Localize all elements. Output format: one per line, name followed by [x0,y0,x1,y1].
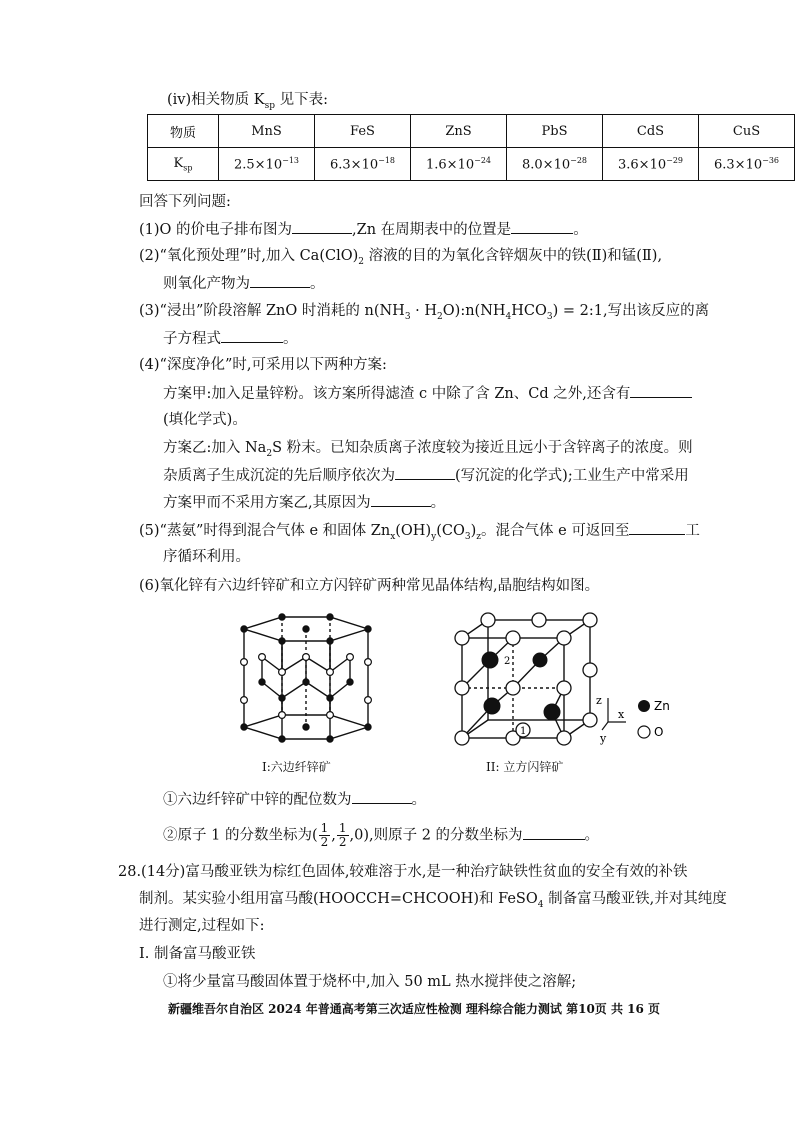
question-4-plan-a: 方案甲:加入足量锌粉。该方案所得滤渣 c 中除了含 Zn、Cd 之外,还含有 [163,383,692,404]
question-6-2: ②原子 1 的分数坐标为( $\frac{1}{2}$ , $\frac{1}{2}$ ,0),则原子 2 的分数坐标为 。 [163,821,600,849]
answer-blank [511,219,573,234]
answer-blank [629,520,685,535]
answer-blank [221,328,283,343]
answer-blank [371,492,431,507]
ksp-cell: $3.6\times 10^{-29}$ [603,148,699,181]
ksp-cell: $6.3\times 10^{-36}$ [699,148,795,181]
answer-blank [523,825,585,840]
substance-cell: ZnS [411,115,507,148]
question-5-cont: 序循环利用。 [163,549,250,565]
question-2: (2)“氧化预处理”时,加入 $Ca(ClO)_2$ 溶液的目的为氧化含锌烟灰中的铁(Ⅱ)和锰(Ⅱ), [139,248,663,267]
question-5: (5)“蒸氨”时得到混合气体 e 和固体 $Zn_x(OH)_y(CO_3)_z$。混合气体 e 可返回至 工 [139,520,700,547]
atom-2-label: 2 [504,656,511,667]
step-1: ①将少量富马酸固体置于烧杯中,加入 50 mL 热水搅拌使之溶解; [163,974,577,990]
question-4-plan-b-reason: 方案甲而不采用方案乙,其原因为 。 [163,492,445,513]
substance-cell: CuS [699,115,795,148]
atom-1-label: 1 [520,726,527,737]
answer-blank [250,273,310,288]
answer-blank [630,383,692,398]
question-3: (3)“浸出”阶段溶解 ZnO 时消耗的 $n(NH_3$ · $H_2O):n(NH_4HCO_3)$ = 2:1,写出该反应的离 [139,303,710,322]
fraction: $\frac{1}{2}$ [338,821,347,849]
fraction: $\frac{1}{2}$ [320,821,329,849]
wurtzite-structure-figure [232,612,382,754]
question-6-1: ①六边纤锌矿中锌的配位数为 。 [163,789,426,810]
ksp-cell: $2.5\times 10^{-13}$ [219,148,315,181]
wurtzite-caption: I:六边纤锌矿 [262,760,331,774]
table-row [148,148,795,181]
question-28-cont-2: 进行测定,过程如下: [139,918,265,934]
zinc-blende-caption: II: 立方闪锌矿 [486,760,564,774]
ksp-cell: $6.3\times 10^{-18}$ [315,148,411,181]
question-4-plan-a-note: (填化学式)。 [163,412,247,428]
substance-cell: FeS [315,115,411,148]
question-4-plan-b-cont: 杂质离子生成沉淀的先后顺序依次为 (写沉淀的化学式);工业生产中常采用 [163,465,689,486]
substance-cell: PbS [507,115,603,148]
question-2-cont: 则氧化产物为 。 [163,273,325,294]
axis-y: y [600,732,607,745]
header-label: 物质 [148,115,219,148]
ksp-cell: $8.0\times 10^{-28}$ [507,148,603,181]
answer-blank [292,219,352,234]
question-4-plan-b: 方案乙:加入 $Na_2S$ 粉末。已知杂质离子浓度较为接近且远小于含锌离子的浓度。则 [163,440,693,459]
row-label: $K_{sp}$ [148,148,219,181]
question-28-cont: 制剂。某实验小组用富马酸(HOOCCH=CHCOOH)和 FeSO$_4$ 制备富马酸亚铁,并对其纯度 [139,891,727,910]
table-header-row [148,115,795,148]
legend-zn: Zn [654,699,670,713]
axis-x: x [618,708,625,721]
answer-blank [352,789,412,804]
substance-cell: CdS [603,115,699,148]
question-4: (4)“深度净化”时,可采用以下两种方案: [139,357,387,373]
question-intro: 回答下列问题: [139,194,231,210]
axis-z: z [596,694,602,707]
legend-o: O [654,725,664,739]
axes-legend [596,688,706,748]
question-28: 28.(14分)富马酸亚铁为棕红色固体,较难溶于水,是一种治疗缺铁性贫血的安全有效的补铁 [118,864,688,880]
question-1: (1)O 的价电子排布图为 ,Zn 在周期表中的位置是 。 [139,219,588,240]
zinc-blende-structure-figure [450,608,600,756]
section-heading: I. 制备富马酸亚铁 [139,946,256,962]
ksp-cell: $1.6\times 10^{-24}$ [411,148,507,181]
substance-cell: MnS [219,115,315,148]
question-6: (6)氧化锌有六边纤锌矿和立方闪锌矿两种常见晶体结构,晶胞结构如图。 [139,578,600,594]
question-3-cont: 子方程式 。 [163,328,298,349]
answer-blank [395,465,455,480]
table-intro: (ⅳ)相关物质 $K_{sp}$ 见下表: [167,92,328,111]
ksp-table [147,114,795,181]
page-footer: 新疆维吾尔自治区 2024 年普通高考第三次适应性检测 理科综合能力测试 第10页 共 16 页 [168,1002,661,1016]
